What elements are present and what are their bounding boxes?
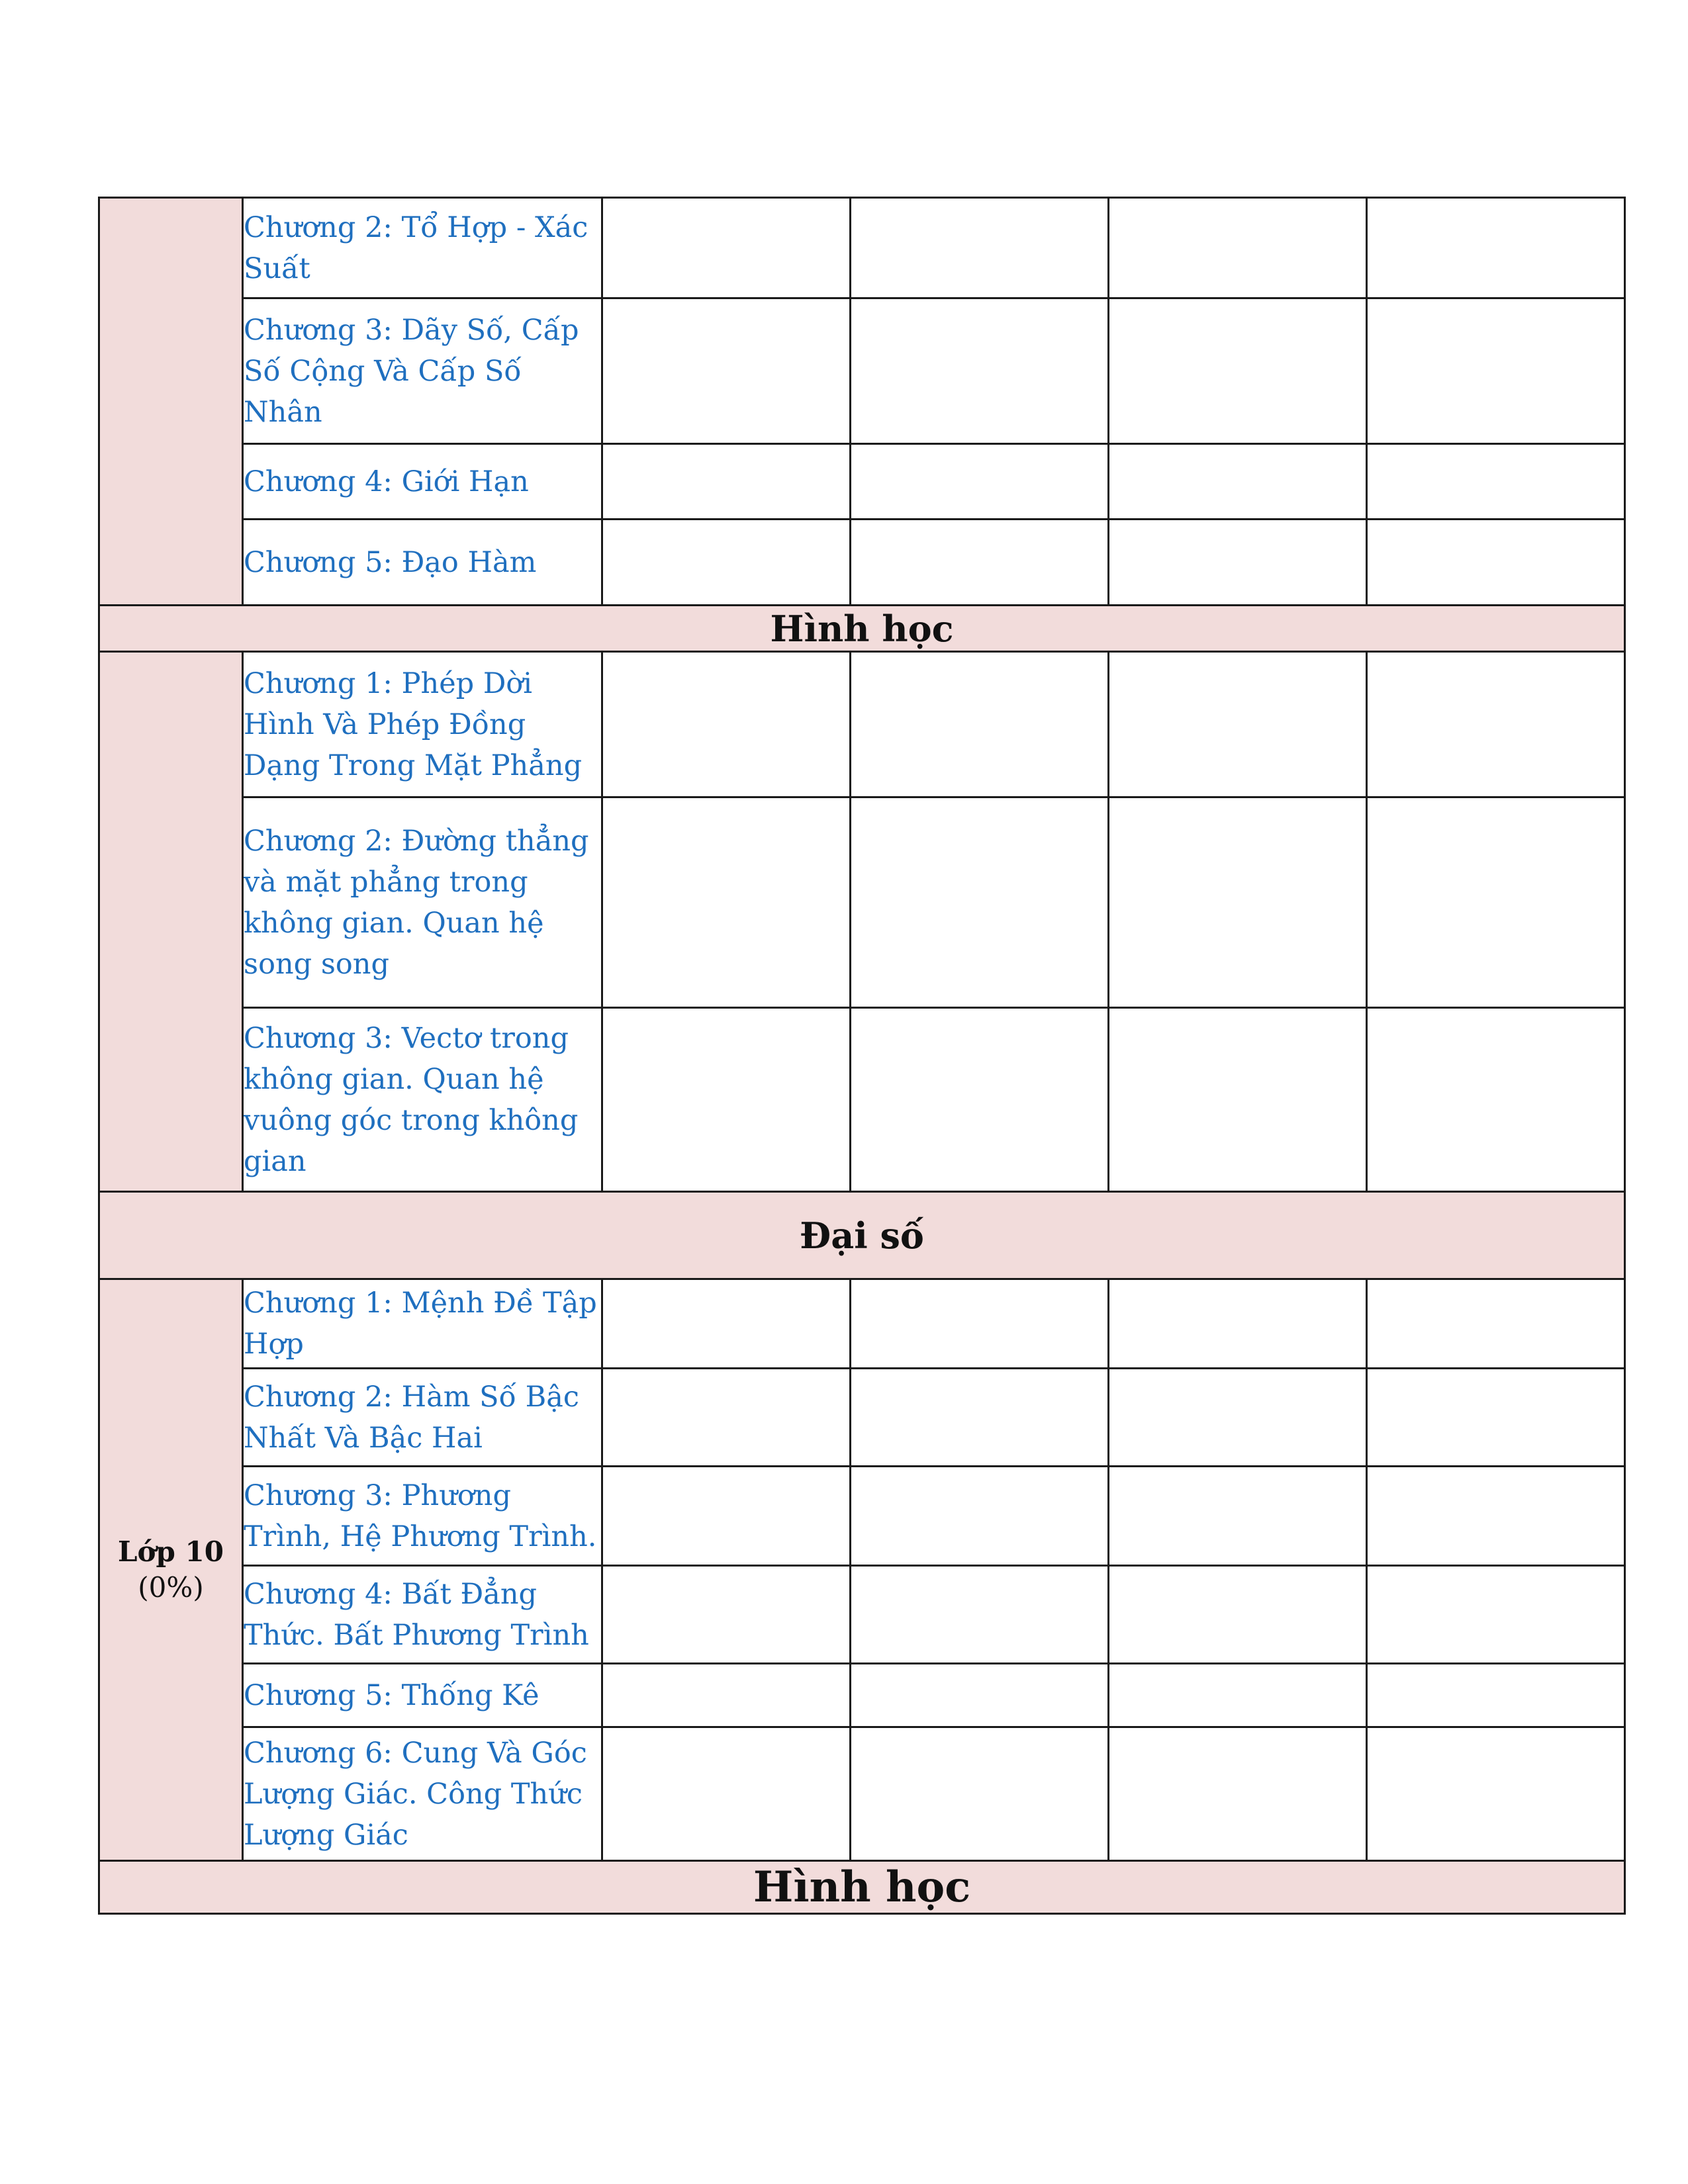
table-row	[99, 1279, 1625, 1369]
grade-percent: (0%)	[138, 1571, 204, 1604]
table-row	[99, 1467, 1625, 1566]
empty-cell	[851, 298, 1109, 444]
table-row	[99, 1727, 1625, 1861]
empty-cell	[1367, 444, 1625, 520]
empty-cell	[602, 520, 851, 606]
empty-cell	[851, 1008, 1109, 1192]
table-row	[99, 1566, 1625, 1664]
empty-cell	[602, 1369, 851, 1467]
empty-cell	[602, 444, 851, 520]
section-row	[99, 1861, 1625, 1914]
empty-cell	[851, 444, 1109, 520]
chapter-label: Chương 1: Mệnh Đề Tập Hợp	[243, 1279, 602, 1369]
empty-cell	[1367, 1467, 1625, 1566]
chapter-label: Chương 2: Đường thẳng và mặt phẳng trong không gian. Quan hệ song song	[243, 797, 602, 1008]
empty-cell	[1109, 198, 1367, 298]
chapter-label: Chương 5: Thống Kê	[243, 1664, 602, 1727]
chapter-label: Chương 2: Hàm Số Bậc Nhất Và Bậc Hai	[243, 1369, 602, 1467]
chapter-label: Chương 4: Bất Đẳng Thức. Bất Phương Trình	[243, 1566, 602, 1664]
section-row	[99, 1192, 1625, 1279]
empty-cell	[602, 1566, 851, 1664]
empty-cell	[1109, 797, 1367, 1008]
empty-cell	[1367, 520, 1625, 606]
empty-cell	[602, 1467, 851, 1566]
empty-cell	[851, 520, 1109, 606]
empty-cell	[1367, 797, 1625, 1008]
empty-cell	[1109, 444, 1367, 520]
empty-cell	[602, 1279, 851, 1369]
empty-cell	[1367, 1369, 1625, 1467]
grade-cell	[99, 652, 243, 1192]
curriculum-table	[98, 197, 1626, 1915]
chapter-label: Chương 5: Đạo Hàm	[243, 520, 602, 606]
table-row	[99, 198, 1625, 298]
empty-cell	[851, 797, 1109, 1008]
chapter-label: Chương 2: Tổ Hợp - Xác Suất	[243, 198, 602, 298]
empty-cell	[602, 652, 851, 797]
empty-cell	[1109, 1727, 1367, 1861]
empty-cell	[602, 198, 851, 298]
empty-cell	[1109, 298, 1367, 444]
empty-cell	[1367, 1566, 1625, 1664]
table-row	[99, 1664, 1625, 1727]
empty-cell	[1367, 198, 1625, 298]
empty-cell	[602, 1008, 851, 1192]
empty-cell	[851, 652, 1109, 797]
empty-cell	[602, 298, 851, 444]
empty-cell	[1109, 1467, 1367, 1566]
empty-cell	[1109, 652, 1367, 797]
empty-cell	[851, 198, 1109, 298]
grade-cell	[99, 198, 243, 606]
empty-cell	[851, 1279, 1109, 1369]
section-title: Hình học	[99, 606, 1625, 652]
section-title: Hình học	[99, 1861, 1625, 1914]
table-row	[99, 797, 1625, 1008]
empty-cell	[851, 1467, 1109, 1566]
empty-cell	[851, 1369, 1109, 1467]
empty-cell	[1367, 1727, 1625, 1861]
table-row	[99, 444, 1625, 520]
empty-cell	[1367, 1279, 1625, 1369]
empty-cell	[1109, 1008, 1367, 1192]
empty-cell	[1109, 1279, 1367, 1369]
chapter-label: Chương 4: Giới Hạn	[243, 444, 602, 520]
table-row	[99, 298, 1625, 444]
chapter-label: Chương 3: Vectơ trong không gian. Quan hệ vuông góc trong không gian	[243, 1008, 602, 1192]
table-row	[99, 520, 1625, 606]
chapter-label: Chương 6: Cung Và Góc Lượng Giác. Công Thức Lượng Giác	[243, 1727, 602, 1861]
empty-cell	[1109, 1369, 1367, 1467]
table-row	[99, 652, 1625, 797]
grade-cell	[99, 1279, 243, 1861]
grade-label: Lớp 10	[118, 1535, 224, 1568]
empty-cell	[1367, 298, 1625, 444]
empty-cell	[851, 1566, 1109, 1664]
empty-cell	[602, 1664, 851, 1727]
table-row	[99, 1369, 1625, 1467]
chapter-label: Chương 3: Dãy Số, Cấp Số Cộng Và Cấp Số Nhân	[243, 298, 602, 444]
empty-cell	[1367, 1664, 1625, 1727]
empty-cell	[1109, 520, 1367, 606]
section-row	[99, 606, 1625, 652]
empty-cell	[1109, 1566, 1367, 1664]
empty-cell	[602, 1727, 851, 1861]
chapter-label: Chương 1: Phép Dời Hình Và Phép Đồng Dạng Trong Mặt Phẳng	[243, 652, 602, 797]
section-title: Đại số	[99, 1192, 1625, 1279]
table-row	[99, 1008, 1625, 1192]
chapter-label: Chương 3: Phương Trình, Hệ Phương Trình.	[243, 1467, 602, 1566]
empty-cell	[602, 797, 851, 1008]
empty-cell	[1367, 1008, 1625, 1192]
empty-cell	[1367, 652, 1625, 797]
empty-cell	[851, 1727, 1109, 1861]
empty-cell	[851, 1664, 1109, 1727]
empty-cell	[1109, 1664, 1367, 1727]
